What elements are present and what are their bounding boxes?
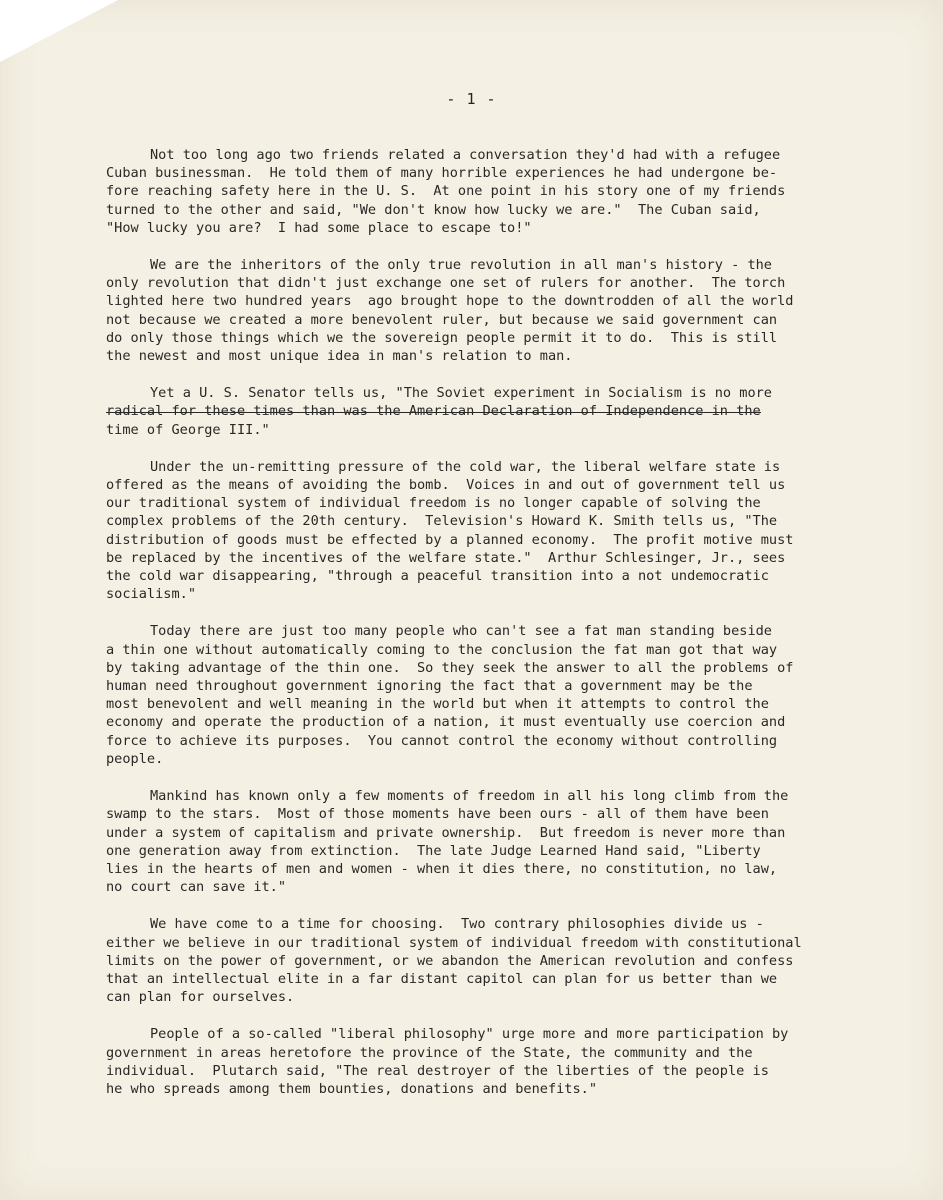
cut-corner: [0, 0, 118, 62]
text-line: people.: [106, 750, 164, 767]
strikethrough-text: radical for these times than was the American Declaration of Independence in the: [106, 403, 761, 420]
text-line: that an intellectual elite in a far distant capitol can plan for us better than we: [106, 970, 778, 987]
text-line: Under the un-remitting pressure of the cold war, the liberal welfare state is: [150, 458, 781, 475]
text-line: Not too long ago two friends related a conversation they'd had with a refugee: [150, 147, 781, 163]
text-line: socialism.": [106, 586, 197, 603]
text-line: do only those things which we the sovereign people permit it to do. This is still: [106, 329, 778, 346]
text-line: he who spreads among them bounties, donations and benefits.": [106, 1080, 598, 1097]
text-line: swamp to the stars. Most of those moments have been ours - all of them have been: [106, 806, 769, 823]
text-line: Mankind has known only a few moments of freedom in all his long climb from the: [150, 788, 789, 805]
text-line: our traditional system of individual freedom is no longer capable of solving the: [106, 495, 761, 512]
text-line: the cold war disappearing, "through a peaceful transition into a not undemocratic: [106, 568, 769, 585]
text-line: the newest and most unique idea in man's relation to man.: [106, 348, 573, 365]
text-line: only revolution that didn't just exchange one set of rulers for another. The torch: [106, 275, 786, 292]
paragraph: [106, 915, 876, 1006]
paragraph: [106, 256, 876, 365]
text-line: human need throughout government ignoring the fact that a government may be the: [106, 678, 753, 695]
text-line: one generation away from extinction. The late Judge Learned Hand said, "Liberty: [106, 842, 761, 859]
text-line: We have come to a time for choosing. Two contrary philosophies divide us -: [150, 916, 764, 933]
text-line: lighted here two hundred years ago brought hope to the downtrodden of all the world: [106, 293, 794, 310]
paragraph: [106, 622, 876, 768]
text-line: a thin one without automatically coming to the conclusion the fat man got that way: [106, 641, 778, 658]
text-line: economy and operate the production of a nation, it must eventually use coercion and: [106, 714, 786, 731]
text-line: time of George III.": [106, 421, 270, 438]
text-line: Yet a U. S. Senator tells us, "The Soviet experiment in Socialism is no more: [150, 385, 772, 402]
text-line: fore reaching safety here in the U. S. At one point in his story one of my friends: [106, 183, 786, 200]
paragraph: [106, 787, 876, 896]
text-line: People of a so-called "liberal philosophy" urge more and more participation by: [150, 1026, 789, 1043]
document-body: [106, 146, 876, 1117]
text-line: by taking advantage of the thin one. So they seek the answer to all the problems of: [106, 659, 794, 676]
text-line: most benevolent and well meaning in the world but when it attempts to control the: [106, 696, 769, 713]
text-line: force to achieve its purposes. You cannot control the economy without controlling: [106, 732, 778, 749]
text-line: not because we created a more benevolent ruler, but because we said government can: [106, 311, 778, 328]
page-number: - 1 -: [446, 90, 497, 108]
text-line: offered as the means of avoiding the bomb. Voices in and out of government tell us: [106, 477, 786, 494]
paragraph: [106, 458, 876, 604]
text-line: limits on the power of government, or we abandon the American revolution and confess: [106, 952, 794, 969]
paragraph: [106, 1025, 876, 1098]
text-line: government in areas heretofore the province of the State, the community and the: [106, 1044, 753, 1061]
text-line: lies in the hearts of men and women - when it dies there, no constitution, no law,: [106, 860, 778, 877]
text-line: be replaced by the incentives of the welfare state." Arthur Schlesinger, Jr., sees: [106, 549, 786, 566]
text-line: no court can save it.": [106, 879, 287, 896]
paragraph: [106, 384, 876, 439]
text-line: distribution of goods must be effected by a planned economy. The profit motive must: [106, 531, 794, 548]
text-line: Cuban businessman. He told them of many horrible experiences he had undergone be-: [106, 165, 778, 182]
text-line: [106, 402, 876, 420]
text-line: under a system of capitalism and private ownership. But freedom is never more than: [106, 824, 786, 841]
text-line: turned to the other and said, "We don't know how lucky we are." The Cuban said,: [106, 201, 761, 218]
text-line: complex problems of the 20th century. Television's Howard K. Smith tells us, "The: [106, 513, 778, 530]
text-line: individual. Plutarch said, "The real destroyer of the liberties of the people is: [106, 1062, 769, 1079]
text-line: either we believe in our traditional system of individual freedom with constitutional: [106, 934, 802, 951]
text-line: "How lucky you are? I had some place to escape to!": [106, 219, 532, 236]
text-line: Today there are just too many people who can't see a fat man standing beside: [150, 623, 772, 640]
text-line: We are the inheritors of the only true revolution in all man's history - the: [150, 257, 772, 274]
paragraph: [106, 146, 876, 237]
text-line: can plan for ourselves.: [106, 989, 295, 1006]
